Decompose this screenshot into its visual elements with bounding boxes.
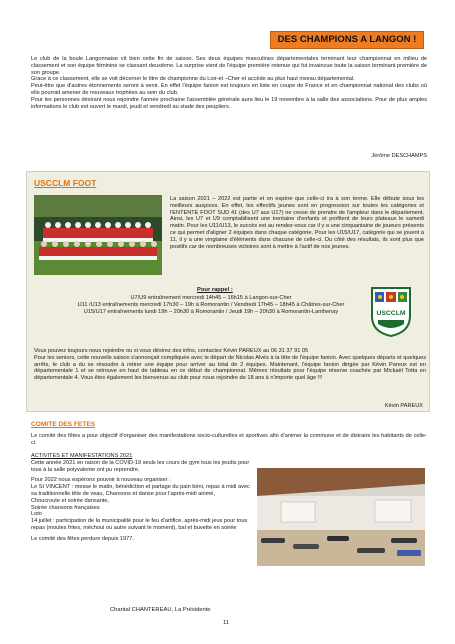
champions-paragraph: Le club de la boule Langonnaise vit bien cette fin de saison. Ses deux équipes masculines départementales terminant leur championnat en milieu de classement et son équipe féminine se classant deuxième. La surprise vient de l'équipe première retenue qui fut invaincue toute la saison terminant première de son groupe.	[31, 56, 427, 76]
activities-text: Cette année 2021 en raison de la COVID-19 seuls les cours de gym tous les jeudis pour tous à la salle polyvalente ont pu reprendre.	[31, 459, 250, 473]
section-banner-champions	[270, 31, 424, 49]
plan-item: Choucroute et soirée dansante,	[31, 497, 110, 504]
plan-item: Le St VINCENT : messe le matin, bénédiction et partage du pain béni, repas à midi avec sa traditionnelle tête de veau, Chansons et danse pour l'après-midi animé,	[31, 484, 250, 497]
page-number: 11	[223, 620, 230, 626]
team-photo	[34, 195, 162, 275]
football-body	[34, 348, 426, 382]
football-paragraph: Vous pouvez toujours nous rejoindre ou si vous désirez des infos, contactez Kévin PAREUX au 06 31 37 91 05	[34, 348, 309, 354]
club-logo-shield	[370, 286, 412, 338]
champions-signature: Jérôme DESCHAMPS	[371, 153, 427, 159]
comite-since: Le comité des fêtes perdure depuis 1977.	[31, 535, 134, 542]
rappel-heading: Pour rappel :	[197, 287, 233, 293]
football-paragraph: Pour les seniors, cette nouvelle saison s'annonçait compliquée avec le départ de Nicolas Alvès à la tête de l'équipe fanion. Avec quelques départs et quelques arrêts, le club a du se résoudre à retirer une équipe pour arriver au total de 2 équipes. Maintenant, l'équipe fanion dirigée par Kévin Pareux est en départementale 1 et se retrouve en haut de tableau en ce début de championnat. Mêmes résultats pour l'équipe réserve coachée par Mickaël Totta en départementale 4. Vous êtes également les bienvenus au club pour nous rejoindre de 18 ans à n'importe quel âge !!!	[34, 354, 426, 382]
schedule-line: U7/U9 entraînement mercredi 14h45 – 16h15 à Langon-sur-Cher	[130, 295, 292, 301]
champions-article	[31, 56, 427, 110]
football-intro: La saison 2021 – 2022 est partie et on espère que celle-ci ira à son terme. Elle débute sous les meilleurs auspices. En effet, les effectifs jeunes sont en progression sur toutes les catégories et l'ENTENTE FOOT SUD 41 (des U7 aux U17) ne cesse de prendre de l'ampleur dans le département. Ainsi, les U7 et U9 comptabilisent une trentaine d'enfants et profitent de leurs plateaux le samedi matin. Pour les U11/U13, le succès est au rendez-vous car il y a une cinquantaine de joueurs présents ce qui permet d'aligner 2 équipes dans chaque catégorie. Pour les U15/U17, catégorie qui se jouent à 11, il y a une vingtaine d'éléments dans chacune de celle-ci. Du côté des résultats, ils sont plus que positifs car de nombreuses victoires sont à mettre à l'actif de nos jeunes.	[170, 196, 424, 250]
comite-text-column	[31, 453, 253, 543]
plan-item: Loto	[31, 511, 42, 518]
comite-signature: Chantal CHANTEREAU, La Présidente	[110, 607, 211, 613]
club-logo-text: USCCLM	[376, 310, 406, 317]
plan-item: 14 juillet : participation de la municipalité pour le feu d'artifice, après-midi jeux pour tous repas (moules frites, méchoui ou autre suivant le moment), bal et buvette en soirée	[31, 518, 248, 531]
comite-title: COMITE DES FETES	[31, 421, 96, 428]
schedule-line: U11 /U13 entraînements mercredi 17h30 – 19h à Romorantin / Vendredi 17h45 – 18h45 à Châtres-sur-Cher	[77, 301, 345, 308]
champions-paragraph: Pour les personnes désirant nous rejoindre l'année prochaine l'assemblée générale aura lieu le 19 novembre à la salle des associations. Pour de plus amples informations le club est ouvert le mardi, jeudi et vendredi au stade des peupliers.	[31, 96, 427, 110]
plan-item: Soirée chansons françaises	[31, 504, 100, 511]
football-panel	[26, 171, 430, 412]
activities-heading: ACTIVITES ET MANIFESTATIONS 2021	[31, 453, 133, 459]
football-title: USCCLM FOOT	[34, 178, 97, 188]
training-schedule	[61, 295, 361, 315]
champions-title: DES CHAMPIONS A LANGON !	[277, 34, 417, 45]
champions-paragraph: Peut-être que d'autres étonnements seront à venir. En effet l'équipe fanion est toujours en liste en coupe de France et en championnat national des clubs où elle pourrait amener de nouveaux trophées au sein du club.	[31, 83, 427, 96]
schedule-line: U15/U17 entraînements lundi 19h – 20h30 à Romorantin / Jeudi 19h – 20h30 à Romorantin-Lanthenay	[83, 308, 339, 315]
football-signature: Kévin PAREUX	[384, 403, 423, 409]
champions-paragraph: Grace à ce classement, elle se voit décerner le titre de championne du Loir-et –Cher et accède au plus haut niveau départemental.	[31, 76, 355, 83]
plan-intro: Pour 2022 nous espérons pouvoir à nouveau organiser :	[31, 477, 171, 484]
gym-class-photo	[257, 468, 425, 566]
comite-intro: Le comité des fêtes a pour objectif d'organiser des manifestations socio-culturelles et sportives afin d'animer la commune et de distraire les habitants de celle-ci.	[31, 433, 427, 446]
